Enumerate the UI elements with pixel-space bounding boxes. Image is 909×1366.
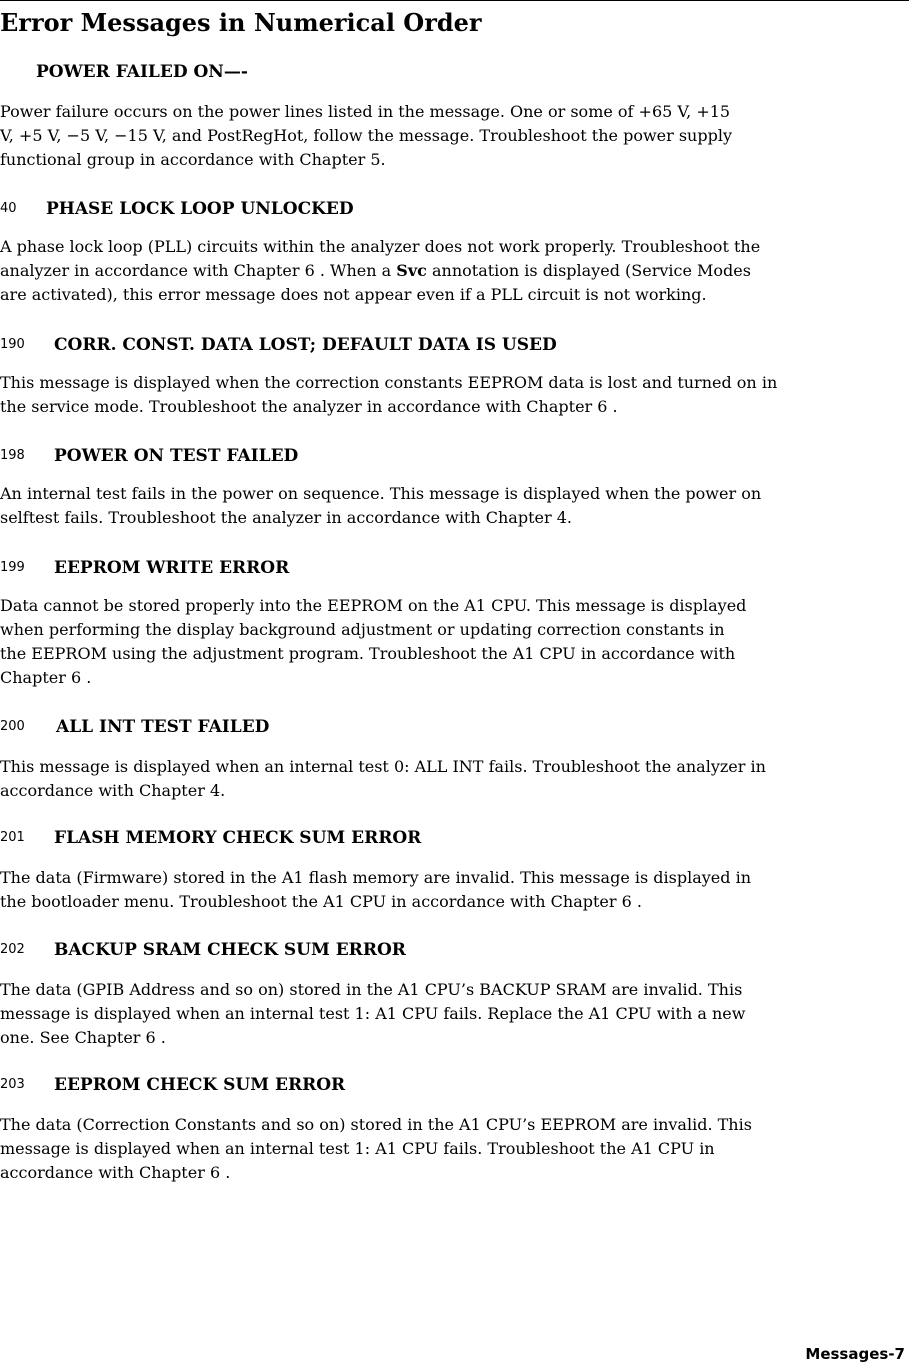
message-entry-power-failed-on [0, 60, 905, 172]
description-text: analyzer in accordance with Chapter 6 . When a [0, 261, 397, 280]
message-entry-203 [0, 1073, 905, 1185]
error-description [0, 866, 905, 914]
error-description [0, 755, 905, 803]
error-code: 200 [0, 719, 25, 734]
page-footer-label: Messages-7 [805, 1345, 905, 1363]
svc-annotation: Svc [396, 261, 427, 280]
entry-heading [0, 333, 905, 363]
error-title: EEPROM CHECK SUM ERROR [54, 1075, 346, 1095]
description-line: are activated), this error message does not appear even if a PLL circuit is not working. [0, 285, 707, 304]
error-code: 202 [0, 942, 25, 957]
error-description [0, 235, 905, 307]
description-line [0, 259, 905, 283]
description-line: message is displayed when an internal test 1: A1 CPU fails. Troubleshoot the A1 CPU in [0, 1139, 715, 1158]
entry-heading [0, 826, 905, 856]
error-title: POWER ON TEST FAILED [54, 446, 299, 466]
entry-heading [0, 556, 905, 586]
description-line: Power failure occurs on the power lines listed in the message. One or some of +65 V, +15 [0, 102, 731, 121]
error-code: 190 [0, 337, 25, 352]
error-code: 199 [0, 560, 25, 575]
description-line: The data (GPIB Address and so on) stored in the A1 CPU’s BACKUP SRAM are invalid. This [0, 980, 743, 999]
description-line: Data cannot be stored properly into the EEPROM on the A1 CPU. This message is displayed [0, 596, 747, 615]
entry-heading [0, 444, 905, 474]
error-description [0, 371, 905, 419]
error-title: ALL INT TEST FAILED [56, 717, 270, 737]
message-entry-198 [0, 444, 905, 530]
description-line: the EEPROM using the adjustment program. Troubleshoot the A1 CPU in accordance with [0, 644, 736, 663]
error-code: 203 [0, 1077, 25, 1092]
error-description [0, 482, 905, 530]
description-line: when performing the display background adjustment or updating correction constants in [0, 620, 725, 639]
description-line: The data (Firmware) stored in the A1 flash memory are invalid. This message is displayed in [0, 868, 752, 887]
entry-heading [0, 938, 905, 968]
error-code: 198 [0, 448, 25, 463]
description-text: annotation is displayed (Service Modes [426, 261, 751, 280]
error-description [0, 100, 905, 172]
entry-heading [0, 1073, 905, 1103]
error-title: EEPROM WRITE ERROR [54, 558, 290, 578]
description-line: selftest fails. Troubleshoot the analyzer in accordance with Chapter 4. [0, 508, 572, 527]
description-line: accordance with Chapter 4. [0, 781, 226, 800]
error-title: POWER FAILED ON—- [36, 62, 248, 82]
message-entry-202 [0, 938, 905, 1050]
description-line: This message is displayed when the correction constants EEPROM data is lost and turned on in [0, 373, 778, 392]
error-title: CORR. CONST. DATA LOST; DEFAULT DATA IS USED [54, 335, 557, 355]
message-entry-200 [0, 715, 905, 803]
message-entry-199 [0, 556, 905, 690]
page-title: Error Messages in Numerical Order [0, 8, 482, 37]
error-description [0, 1113, 905, 1185]
description-line: Chapter 6 . [0, 668, 92, 687]
error-title: BACKUP SRAM CHECK SUM ERROR [54, 940, 406, 960]
description-line: The data (Correction Constants and so on) stored in the A1 CPU’s EEPROM are invalid. This [0, 1115, 752, 1134]
description-line: one. See Chapter 6 . [0, 1028, 166, 1047]
entry-heading [0, 60, 905, 90]
error-code: 201 [0, 830, 25, 845]
top-rule [0, 0, 909, 1]
message-entry-40 [0, 197, 905, 307]
description-line: An internal test fails in the power on sequence. This message is displayed when the power on [0, 484, 762, 503]
message-entry-190 [0, 333, 905, 419]
description-line: accordance with Chapter 6 . [0, 1163, 231, 1182]
error-title: FLASH MEMORY CHECK SUM ERROR [54, 828, 422, 848]
error-title: PHASE LOCK LOOP UNLOCKED [46, 199, 354, 219]
error-description [0, 594, 905, 690]
description-line: message is displayed when an internal test 1: A1 CPU fails. Replace the A1 CPU with a new [0, 1004, 746, 1023]
entry-heading [0, 715, 905, 745]
description-line: the bootloader menu. Troubleshoot the A1 CPU in accordance with Chapter 6 . [0, 892, 642, 911]
description-line: the service mode. Troubleshoot the analyzer in accordance with Chapter 6 . [0, 397, 618, 416]
error-description [0, 978, 905, 1050]
entry-heading [0, 197, 905, 227]
description-line: A phase lock loop (PLL) circuits within the analyzer does not work properly. Troubleshoot the [0, 237, 761, 256]
message-entry-201 [0, 826, 905, 914]
description-line: functional group in accordance with Chapter 5. [0, 150, 386, 169]
description-line: V, +5 V, −5 V, −15 V, and PostRegHot, follow the message. Troubleshoot the power supply [0, 126, 732, 145]
error-code: 40 [0, 201, 17, 216]
description-line: This message is displayed when an internal test 0: ALL INT fails. Troubleshoot the analyzer in [0, 757, 766, 776]
